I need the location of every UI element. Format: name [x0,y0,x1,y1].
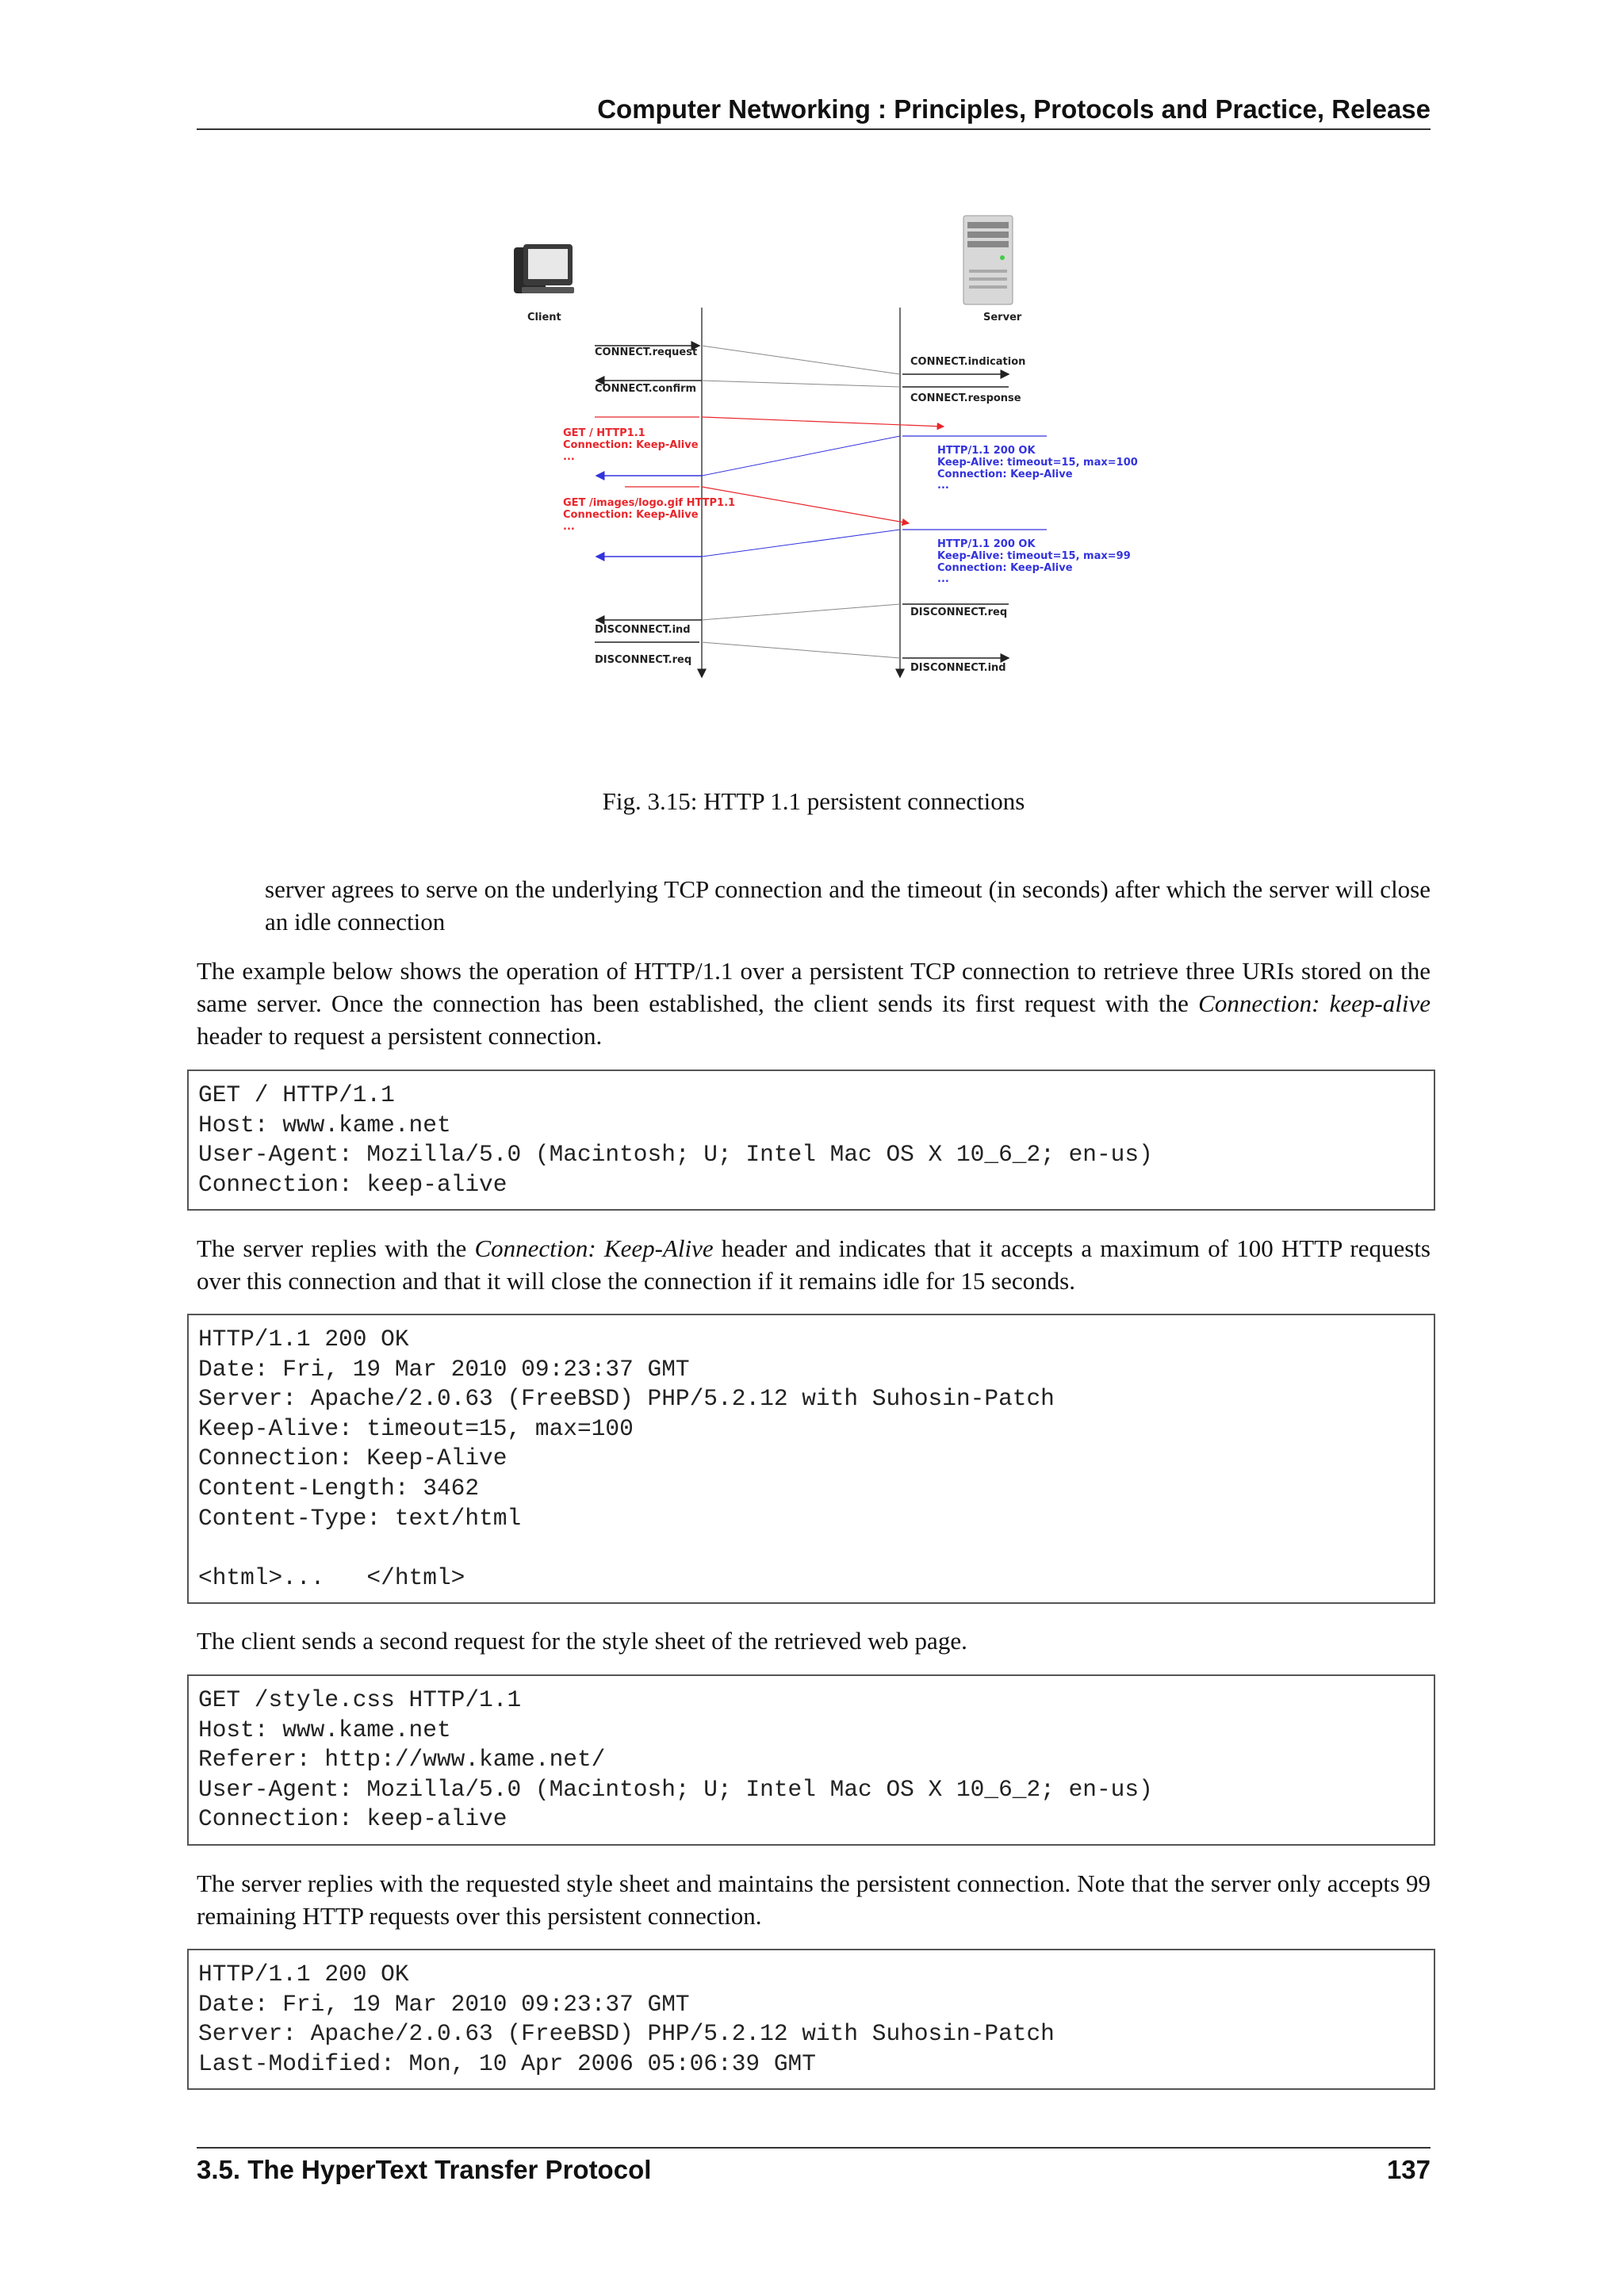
get2-label-line1: GET /images/logo.gif HTTP1.1 [563,497,736,509]
paragraph-server-reply [197,1232,1431,1297]
server-disconnect-req-label: DISCONNECT.req [910,607,1008,618]
resp2-label-line2: Keep-Alive: timeout=15, max=99 [937,550,1131,562]
disconnect2-transfer-line [702,642,900,658]
resp1-label-line2: Keep-Alive: timeout=15, max=100 [937,457,1138,469]
paragraph-example-intro [197,955,1431,1052]
get2-label-line3: ... [563,521,575,533]
client-disconnect-req-label: DISCONNECT.req [595,654,692,666]
paragraph-continuation: server agrees to serve on the underlying TCP connection and the timeout (in seconds) after which the server will close an idle connection [265,875,1431,936]
server-tower-icon [963,216,1013,304]
emphasis-text: Connection: keep-alive [1198,989,1431,1017]
resp1-transfer-line [702,436,900,476]
resp2-label-line3: Connection: Keep-Alive [937,562,1073,574]
page-number: 137 [1386,2155,1431,2184]
client-computer-icon [514,244,574,293]
header-rule [197,128,1431,130]
figure-caption: Fig. 3.15: HTTP 1.1 persistent connections [602,787,1025,815]
resp2-transfer-line [702,530,900,557]
get1-label-line2: Connection: Keep-Alive [563,439,699,451]
resp1-label-line1: HTTP/1.1 200 OK [937,445,1036,457]
paragraph-text: The example below shows the operation of HTTP/1.1 over a persistent TCP connection to retrieve three URIs stored on the same server. Once the connection has been established, the client sends its first request with the [197,957,1431,1017]
client-disconnect-ind-label: DISCONNECT.ind [595,624,691,636]
footer-section-title: 3.5. The HyperText Transfer Protocol [197,2155,652,2184]
paragraph-second-request: The client sends a second request for the style sheet of the retrieved web page. [197,1627,967,1655]
code-block-response-1: HTTP/1.1 200 OK Date: Fri, 19 Mar 2010 09:23:37 GMT Server: Apache/2.0.63 (FreeBSD) PHP/5.2.12 with Suhosin-Patch Keep-Alive: timeout=15, max=100 Connection: Keep-Alive Content-Length: 3462 Content-Type: text/html <html>... </html> [187,1314,1435,1604]
resp2-label-line4: ... [937,573,949,585]
emphasis-text: Connection: Keep-Alive [474,1234,714,1262]
code-block-request-2: GET /style.css HTTP/1.1 Host: www.kame.net Referer: http://www.kame.net/ User-Agent: Mozilla/5.0 (Macintosh; U; Intel Mac OS X 10_6_2; en-us) Connection: keep-alive [187,1674,1435,1846]
running-header: Computer Networking : Principles, Protocols and Practice, Release [597,94,1431,124]
disconnect-transfer-line [702,604,900,620]
confirm-transfer-line [702,381,900,387]
resp1-label-line4: ... [937,480,949,492]
diagram-svg [444,198,1205,690]
code-block-response-2: HTTP/1.1 200 OK Date: Fri, 19 Mar 2010 09:23:37 GMT Server: Apache/2.0.63 (FreeBSD) PHP/5.2.12 with Suhosin-Patch Last-Modified: Mon, 10 Apr 2006 05:06:39 GMT [187,1949,1435,2090]
connect-request-label: CONNECT.request [595,346,698,358]
connect-response-label: CONNECT.response [910,392,1021,404]
code-block-request-1: GET / HTTP/1.1 Host: www.kame.net User-Agent: Mozilla/5.0 (Macintosh; U; Intel Mac OS X 10_6_2; en-us) Connection: keep-alive [187,1070,1435,1211]
server-label: Server [983,312,1022,323]
get2-label-line2: Connection: Keep-Alive [563,509,699,521]
footer-rule [197,2147,1431,2149]
paragraph-text: header to request a persistent connection. [197,1022,603,1050]
client-label: Client [527,312,561,323]
server-disconnect-ind-label: DISCONNECT.ind [910,662,1006,674]
get1-label-line1: GET / HTTP1.1 [563,427,645,439]
paragraph-text: The server replies with the [197,1234,475,1262]
connect-indication-label: CONNECT.indication [910,356,1026,368]
get1-arrow [702,417,944,427]
page-footer [197,2152,1431,2187]
resp1-label-line3: Connection: Keep-Alive [937,469,1073,480]
paragraph-second-reply: The server replies with the requested style sheet and maintains the persistent connection. Note that the server only accepts 99 remaining HTTP requests over this persistent connection. [197,1869,1431,1930]
get1-label-line3: ... [563,451,575,463]
resp2-label-line1: HTTP/1.1 200 OK [937,538,1036,550]
time-sequence-diagram [444,198,1205,690]
connect-transfer-line [702,346,900,374]
paragraph-text: header and indicates that it accepts a maximum of 100 HTTP requests over this connection and that it will close the connection if it remains idle for 15 seconds. [197,1234,1431,1295]
connect-confirm-label: CONNECT.confirm [595,383,697,395]
